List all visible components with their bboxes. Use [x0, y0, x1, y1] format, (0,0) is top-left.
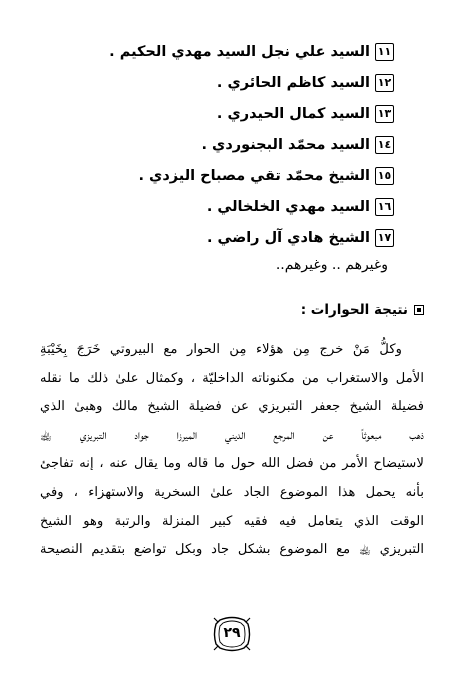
section-heading [301, 302, 424, 318]
item-number-box: ١٧ [375, 229, 394, 247]
list-item-text: الشيخ محمّد تقي مصباح اليزدي . [138, 167, 370, 184]
item-number-box: ١٤ [375, 136, 394, 154]
list-item-text: الشيخ هادي آل راضي . [206, 229, 370, 246]
names-list [64, 36, 394, 253]
body-line: لاستيضاح الأمر من فضل الله حول ما قاله وما يقال عنه ، إنه تفاجئ [40, 456, 424, 472]
body-line: بأنه يحمل هذا الموضوع الجاد علىٰ السخرية والاستهزاء ، وفي [40, 484, 424, 500]
section-heading-text: نتيجة الحوارات : [300, 302, 408, 318]
list-item [64, 98, 394, 129]
list-item-text: السيد مهدي الخلخالي . [206, 198, 370, 215]
body-line: التبريزي ﵀ مع الموضوع بشكل جاد وبكل تواضع بتقديم النصيحة [40, 542, 424, 558]
list-item-text: السيد كاظم الحائري . [216, 74, 370, 91]
page-number: ٢٩ [223, 625, 241, 641]
item-number-box: ١٣ [375, 105, 394, 123]
body-line: الأمل والاستغراب من مكنوناته الداخليّة ، وكمثال علىٰ ذلك ما نقله [40, 370, 424, 386]
list-item [64, 67, 394, 98]
list-item [64, 191, 394, 222]
list-item [64, 129, 394, 160]
list-item [64, 36, 394, 67]
etc-line: وغيرهم .. وغيرهم.. [275, 257, 388, 273]
body-line: فضيلة الشيخ جعفر التبريزي عن فضيلة الشيخ مالك وهبىٰ الذي [40, 399, 424, 415]
list-item-text: السيد محمّد البجنوردي . [201, 136, 370, 153]
body-line: وكلُّ مَنْ خرج مِن هؤلاء مِن الحوار مع البيروتي خَرَجَ بِخَيْبَةِ [40, 342, 402, 357]
item-number-box: ١٢ [375, 74, 394, 92]
list-item-text: السيد كمال الحيدري . [216, 105, 370, 122]
item-number-box: ١١ [375, 43, 394, 61]
list-item [64, 160, 394, 191]
item-number-box: ١٥ [375, 167, 394, 185]
body-line: الوقت الذي يتعامل فيه فقيه كبير المنزلة والرتبة وهو الشيخ [40, 513, 424, 529]
body-paragraph [40, 336, 424, 565]
list-item [64, 222, 394, 253]
item-number-box: ١٦ [375, 198, 394, 216]
body-line: ذهب مبعوثاً عن المرجع الديني الميرزا جواد التبريزي ﵀ [40, 427, 424, 443]
square-bullet-icon [414, 305, 424, 315]
list-item-text: السيد علي نجل السيد مهدي الحكيم . [109, 43, 370, 60]
page-number-ornament [212, 616, 252, 652]
